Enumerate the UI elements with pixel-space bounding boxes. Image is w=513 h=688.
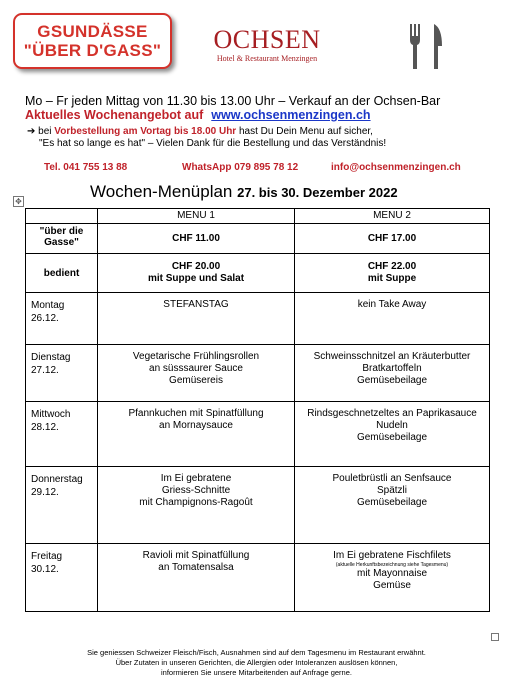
dish-line: Vegetarische Frühlingsrollen — [132, 351, 260, 362]
header-empty-cell — [26, 209, 98, 224]
dish-menu1 — [98, 293, 295, 345]
day-name: Mittwoch — [31, 409, 71, 420]
bedient-menu1 — [98, 254, 295, 293]
dish-menu2 — [295, 467, 490, 544]
table-row — [26, 293, 490, 345]
bedient-menu1-price: CHF 20.00 — [171, 261, 221, 272]
arrow-right-icon: ➔ — [27, 126, 36, 137]
day-date: 30.12. — [31, 564, 59, 575]
footer-notice — [0, 648, 513, 678]
preorder-highlight: Vorbestellung am Vortag bis 18.00 Uhr — [54, 126, 237, 137]
menu-table — [25, 208, 490, 612]
ochsen-logo — [206, 26, 328, 63]
day-name: Freitag — [31, 551, 63, 562]
gasse-label: "über die Gasse" — [26, 224, 98, 254]
dish-line: kein Take Away — [357, 299, 427, 310]
opening-hours-text: Mo – Fr jeden Mittag von 11.30 bis 13.00 Uhr – Verkauf an der Ochsen-Bar — [25, 94, 441, 108]
dish-menu2 — [295, 402, 490, 467]
dish-line: Spätzli — [376, 485, 407, 496]
dish-menu1 — [98, 467, 295, 544]
table-resize-handle[interactable] — [491, 633, 499, 641]
dish-line: an süsssaurer Sauce — [149, 363, 243, 374]
dish-line: Rindsgeschnetzeltes an Paprikasauce — [307, 408, 477, 419]
day-name: Montag — [31, 300, 65, 311]
plan-title-text: Wochen-Menüplan — [90, 182, 233, 201]
table-row-gasse — [26, 224, 490, 254]
email-address[interactable]: info@ochsenmenzingen.ch — [331, 162, 461, 173]
day-cell — [26, 544, 98, 612]
gasse-price-menu2: CHF 17.00 — [295, 224, 490, 254]
table-row — [26, 402, 490, 467]
dish-line: Griess-Schnitte — [161, 485, 231, 496]
dish-menu1 — [98, 544, 295, 612]
table-row — [26, 544, 490, 612]
fork-knife-icon — [404, 22, 448, 70]
header-menu2: MENU 2 — [295, 209, 490, 224]
website-link[interactable]: www.ochsenmenzingen.ch — [211, 108, 371, 122]
bedient-menu2-price: CHF 22.00 — [367, 261, 417, 272]
dish-menu1 — [98, 345, 295, 402]
day-date: 29.12. — [31, 487, 59, 498]
gsundaesse-badge — [13, 13, 172, 69]
dish-line: STEFANSTAG — [163, 299, 229, 310]
day-name: Donnerstag — [31, 474, 83, 485]
dish-line: an Tomatensalsa — [158, 562, 234, 573]
phone-number[interactable]: Tel. 041 755 13 88 — [44, 162, 128, 173]
day-cell — [26, 293, 98, 345]
footer-line-3: informieren Sie unsere Mitarbeitenden auf Anfrage gerne. — [161, 668, 352, 677]
dish-line: Gemüse — [373, 580, 411, 591]
dish-line: Pfannkuchen mit Spinatfüllung — [128, 408, 264, 419]
dish-line: Pouletbrüstli an Senfsauce — [332, 473, 452, 484]
weekly-offer-label: Aktuelles Wochenangebot auf — [25, 108, 204, 122]
dish-line: Im Ei gebratene Fischfilets — [333, 550, 451, 561]
logo-name: OCHSEN — [213, 25, 321, 54]
day-date: 28.12. — [31, 422, 59, 433]
dish-menu1 — [98, 402, 295, 467]
badge-line-1: GSUNDÄSSE — [37, 22, 148, 41]
dish-menu2 — [295, 544, 490, 612]
dish-line: Schweinsschnitzel an Kräuterbutter — [313, 351, 471, 362]
thanks-line: "Es hat so lange es hat" – Vielen Dank für die Bestellung und das Verständnis! — [39, 138, 387, 149]
dish-line: Ravioli mit Spinatfüllung — [142, 550, 250, 561]
footer-line-2: Über Zutaten in unseren Gerichten, die Allergien oder Intoleranzen auslösen können, — [115, 658, 398, 667]
dish-line: Gemüsebeilage — [356, 375, 428, 386]
plan-dates: 27. bis 30. Dezember 2022 — [237, 185, 398, 200]
table-row — [26, 345, 490, 402]
footer-line-1: Sie geniessen Schweizer Fleisch/Fisch, Ausnahmen sind auf dem Tagesmenu im Restaurant erwähnt. — [87, 648, 426, 657]
dish-line: mit Champignons-Ragoût — [139, 497, 253, 508]
dish-line: Nudeln — [376, 420, 408, 431]
badge-line-2: "ÜBER D'GASS" — [23, 41, 162, 60]
weekly-offer-line — [25, 108, 371, 122]
table-row — [26, 467, 490, 544]
dish-line: Gemüsereis — [169, 375, 223, 386]
day-cell — [26, 467, 98, 544]
bedient-menu2-extra: mit Suppe — [367, 273, 417, 284]
table-row-bedient — [26, 254, 490, 293]
bedient-menu1-extra: mit Suppe und Salat — [147, 273, 245, 284]
origin-note: (aktuelle Herkunftsbezeichnung siehe Tagesmenu) — [335, 562, 449, 568]
day-cell — [26, 345, 98, 402]
dish-line: mit Mayonnaise — [356, 568, 428, 579]
logo-subtitle: Hotel & Restaurant Menzingen — [216, 54, 318, 63]
day-date: 27.12. — [31, 365, 59, 376]
dish-line: Gemüsebeilage — [356, 497, 428, 508]
dish-line: an Mornaysauce — [159, 420, 233, 431]
bedient-label: bedient — [26, 254, 98, 293]
table-move-handle-icon[interactable]: ✥ — [13, 196, 24, 207]
preorder-line — [27, 126, 373, 137]
preorder-text-b: hast Du Dein Menu auf sicher, — [236, 126, 373, 137]
bedient-menu2 — [295, 254, 490, 293]
dish-line: Bratkartoffeln — [362, 363, 422, 374]
gasse-price-menu1: CHF 11.00 — [98, 224, 295, 254]
dish-menu2 — [295, 345, 490, 402]
menu-plan-title — [90, 182, 398, 202]
table-header-row — [26, 209, 490, 224]
dish-line: Gemüsebeilage — [356, 432, 428, 443]
dish-line: Im Ei gebratene — [160, 473, 232, 484]
preorder-text-a: bei — [35, 126, 55, 137]
dish-menu2 — [295, 293, 490, 345]
day-cell — [26, 402, 98, 467]
day-name: Dienstag — [31, 352, 71, 363]
header-menu1: MENU 1 — [98, 209, 295, 224]
whatsapp-number[interactable]: WhatsApp 079 895 78 12 — [182, 162, 299, 173]
day-date: 26.12. — [31, 313, 59, 324]
